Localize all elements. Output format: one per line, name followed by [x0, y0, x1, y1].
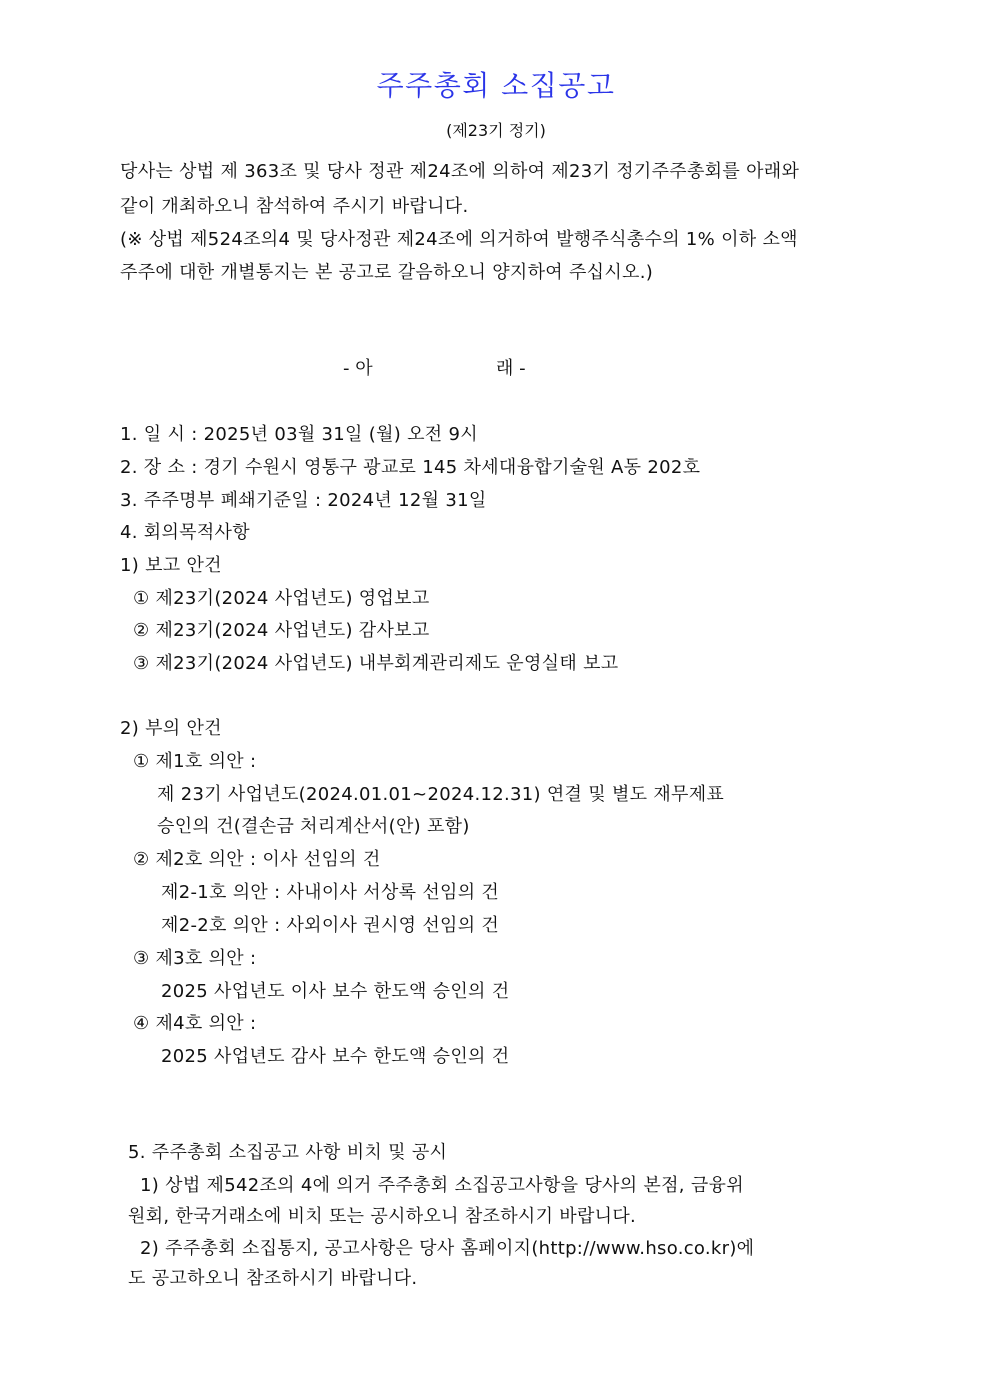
below-heading-left: - 아 — [343, 358, 373, 379]
item-place: 2. 장 소 : 경기 수원시 영통구 광교로 145 차세대융합기술원 A동 202호 — [120, 457, 701, 478]
resolution-1: ① 제1호 의안 : — [133, 751, 257, 772]
intro-line-3: (※ 상법 제524조의4 및 당사정관 제24조에 의거하여 발행주식총수의 1% 이하 소액 — [120, 229, 798, 250]
item-agenda-heading: 4. 회의목적사항 — [120, 522, 250, 543]
intro-line-1: 당사는 상법 제 363조 및 당사 정관 제24조에 의하여 제23기 정기주주총회를 아래와 — [120, 161, 800, 182]
report-item-2: ② 제23기(2024 사업년도) 감사보고 — [133, 620, 430, 641]
notice-subtitle: (제23기 정기) — [446, 121, 546, 140]
resolution-2-1: 제2-1호 의안 : 사내이사 서상록 선임의 건 — [161, 882, 500, 903]
resolution-2: ② 제2호 의안 : 이사 선임의 건 — [133, 849, 381, 870]
item-record-date: 3. 주주명부 폐쇄기준일 : 2024년 12월 31일 — [120, 490, 487, 511]
intro-line-2: 같이 개최하오니 참석하여 주시기 바랍니다. — [120, 196, 469, 217]
resolution-1-detail-1: 제 23기 사업년도(2024.01.01~2024.12.31) 연결 및 별도 재무제표 — [157, 784, 725, 805]
resolution-1-detail-2: 승인의 건(결손금 처리계산서(안) 포함) — [157, 816, 470, 837]
resolution-3: ③ 제3호 의안 : — [133, 948, 257, 969]
notice-title: 주주총회 소집공고 — [376, 69, 616, 102]
section5-line-2: 원회, 한국거래소에 비치 또는 공시하오니 참조하시기 바랍니다. — [128, 1206, 637, 1227]
resolution-2-2: 제2-2호 의안 : 사외이사 권시영 선임의 건 — [161, 915, 500, 936]
report-item-3: ③ 제23기(2024 사업년도) 내부회계관리제도 운영실태 보고 — [133, 653, 619, 674]
section5-line-4: 도 공고하오니 참조하시기 바랍니다. — [128, 1268, 418, 1289]
resolution-4-detail: 2025 사업년도 감사 보수 한도액 승인의 건 — [161, 1046, 510, 1067]
report-item-1: ① 제23기(2024 사업년도) 영업보고 — [133, 588, 430, 609]
below-heading-right: 래 - — [496, 358, 526, 379]
item-datetime: 1. 일 시 : 2025년 03월 31일 (월) 오전 9시 — [120, 424, 478, 445]
resolution-3-detail: 2025 사업년도 이사 보수 한도액 승인의 건 — [161, 981, 510, 1002]
resolution-4: ④ 제4호 의안 : — [133, 1013, 257, 1034]
resolutions-heading: 2) 부의 안건 — [120, 718, 222, 739]
section5-line-1: 1) 상법 제542조의 4에 의거 주주총회 소집공고사항을 당사의 본점, 금융위 — [128, 1175, 744, 1196]
section5-heading: 5. 주주총회 소집공고 사항 비치 및 공시 — [128, 1142, 448, 1163]
reports-heading: 1) 보고 안건 — [120, 555, 222, 576]
intro-line-4: 주주에 대한 개별통지는 본 공고로 갈음하오니 양지하여 주십시오.) — [120, 262, 654, 283]
section5-line-3: 2) 주주총회 소집통지, 공고사항은 당사 홈페이지(http://www.hso.co.kr)에 — [128, 1238, 755, 1259]
